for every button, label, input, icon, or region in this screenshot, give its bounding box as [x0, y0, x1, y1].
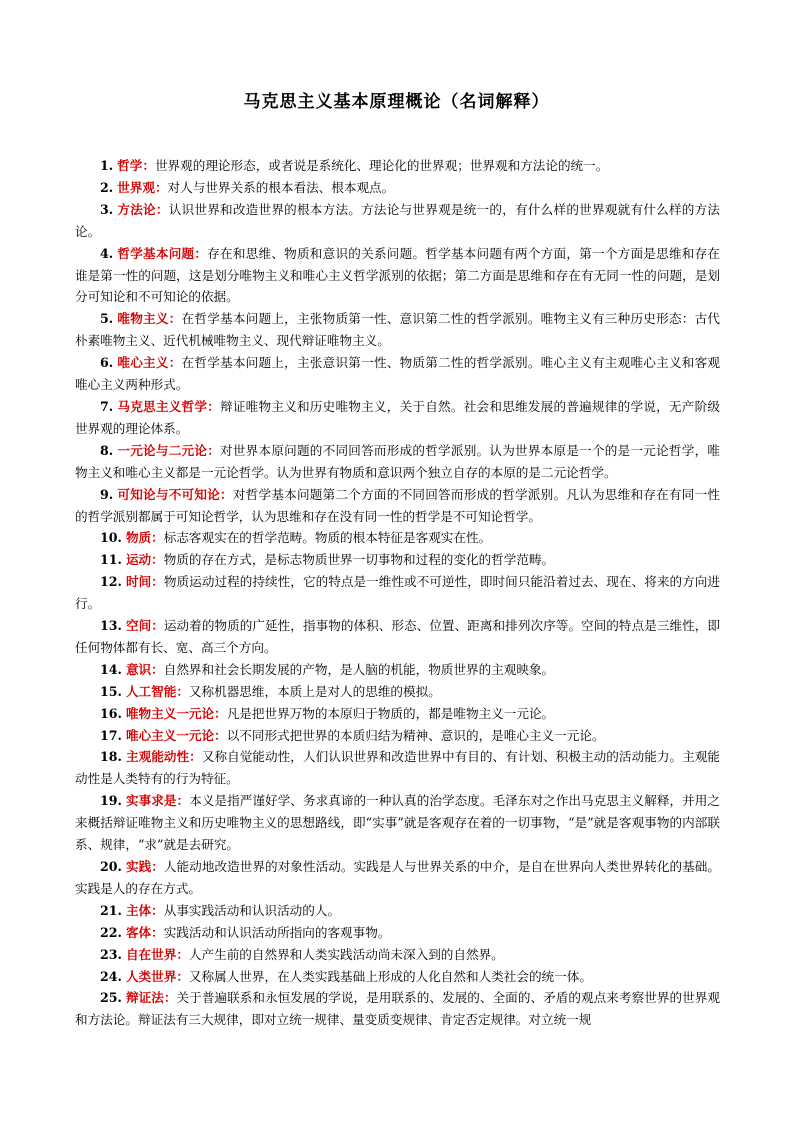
definition-entry [75, 790, 720, 856]
entry-definition: 自然界和社会长期发展的产物，是人脑的机能，物质世界的主观映象。 [163, 661, 555, 677]
entry-number: 21. [100, 902, 122, 918]
entry-number: 23. [100, 946, 122, 962]
entry-definition: 对人与世界关系的根本看法、根本观点。 [167, 179, 395, 195]
entry-number: 9. [100, 486, 114, 502]
definition-entry [75, 659, 720, 681]
entry-term: 主观能动性： [125, 749, 202, 765]
entry-term: 辩证法： [125, 990, 177, 1006]
entry-definition: 以不同形式把世界的本质归结为精神、意识的，是唯心主义一元论。 [226, 727, 605, 743]
entry-definition: 存在和思维、物质和意识的关系问题。哲学基本问题有两个方面，第一个方面是思维和存在谁是第一性的问题，这是划分唯物主义和唯心主义哲学派别的依据；第二方面是思维和存在有无同一性的问题，是划分可知论和不可知论的依据。 [75, 245, 721, 305]
definition-entry [75, 856, 720, 900]
definition-entry [75, 571, 720, 615]
entry-definition: 对世界本原问题的不同回答而形成的哲学派别。认为世界本原是一个的是一元论哲学，唯物主义和唯心主义都是一元论哲学。认为世界有物质和意识两个独立自存的本原的是二元论哲学。 [75, 442, 721, 480]
definition-entry [75, 966, 720, 988]
entry-definition: 又称自觉能动性，人们认识世界和改造世界中有目的、有计划、积极主动的活动能力。主观能动性是人类特有的行为特征。 [75, 749, 721, 787]
definition-entry [75, 396, 720, 440]
entry-definition: 又称机器思维，本质上是对人的思维的模拟。 [188, 683, 441, 699]
entry-definition: 认识世界和改造世界的根本方法。方法论与世界观是统一的，有什么样的世界观就有什么样的方法论。 [75, 201, 721, 239]
definition-entry [75, 352, 720, 396]
entry-term: 唯心主义一元论： [125, 727, 227, 743]
entry-definition: 对哲学基本问题第二个方面的不同回答而形成的哲学派别。凡认为思维和存在有同一性的哲学派别都属于可知论哲学，认为思维和存在没有同一性的哲学是不可知论哲学。 [75, 486, 721, 524]
entry-number: 6. [100, 355, 114, 371]
entry-term: 自在世界： [125, 946, 189, 962]
entry-term: 意识： [125, 661, 164, 677]
entry-definition: 凡是把世界万物的本原归于物质的，都是唯物主义一元论。 [226, 705, 555, 721]
entry-number: 17. [100, 727, 122, 743]
entry-term: 实践： [125, 859, 164, 874]
entry-definition: 辩证唯物主义和历史唯物主义，关于自然。社会和思维发展的普遍规律的学说，无产阶级世界观的理论体系。 [75, 398, 721, 436]
entry-term: 哲学： [117, 158, 155, 173]
definition-entry [75, 681, 720, 703]
entry-definition: 又称属人世界，在人类实践基础上形成的人化自然和人类社会的统一体。 [188, 968, 592, 984]
entry-definition: 世界观的理论形态，或者说是系统化、理论化的世界观；世界观和方法论的统一。 [154, 158, 609, 173]
entry-number: 2. [100, 179, 114, 195]
entry-definition: 在哲学基本问题上，主张意识第一性、物质第二性的哲学派别。唯心主义有主观唯心主义和客观唯心主义两种形式。 [75, 355, 721, 393]
entry-number: 7. [100, 398, 114, 414]
entry-number: 19. [100, 793, 122, 809]
entry-term: 空间： [125, 618, 164, 634]
entry-term: 唯物主义一元论： [125, 705, 227, 721]
entry-definition: 人产生前的自然界和人类实践活动尚未深入到的自然界。 [188, 946, 504, 962]
entry-term: 哲学基本问题： [117, 245, 208, 261]
entry-term: 运动： [125, 552, 164, 568]
entry-term: 一元论与二元论： [117, 442, 221, 458]
entry-number: 12. [100, 574, 122, 590]
definition-entry [75, 725, 720, 747]
entry-definition: 实践活动和认识活动所指向的客观事物。 [163, 924, 391, 940]
entry-number: 4. [100, 245, 114, 261]
entry-term: 马克思主义哲学： [117, 398, 221, 414]
entry-number: 10. [100, 530, 122, 546]
entry-number: 15. [100, 683, 122, 699]
entry-term: 唯心主义： [117, 355, 182, 371]
definition-entry [75, 177, 720, 199]
definition-entry [75, 243, 720, 309]
entry-number: 20. [100, 859, 122, 874]
entry-number: 25. [100, 990, 122, 1006]
entry-number: 11. [100, 552, 122, 568]
entry-number: 22. [100, 924, 122, 940]
entry-number: 14. [100, 661, 122, 677]
entry-definition: 标志客观实在的哲学范畴。物质的根本特征是客观实在性。 [163, 530, 492, 546]
definition-entry [75, 987, 720, 1031]
entry-number: 5. [100, 311, 114, 327]
entry-number: 16. [100, 705, 122, 721]
entry-definition: 运动着的物质的广延性，指事物的体积、形态、位置、距离和排列次序等。空间的特点是三维性，即任何物体都有长、宽、高三个方向。 [75, 618, 721, 655]
entry-definition: 人能动地改造世界的对象性活动。实践是人与世界关系的中介，是自在世界向人类世界转化的基础。实践是人的存在方式。 [75, 859, 721, 896]
definition-entry [75, 900, 720, 922]
entry-number: 3. [100, 201, 114, 217]
definition-entry [75, 703, 720, 725]
entry-definition: 本义是指严谨好学、务求真谛的一种认真的治学态度。毛泽东对之作出马克思主义解释，并用之来概括辩证唯物主义和历史唯物主义的思想路线，即“实事”就是客观存在着的一切事物，“是”就是客观事物的内部联系、规律，“求”就是去研究。 [75, 793, 721, 853]
entry-term: 方法论： [117, 201, 169, 217]
entry-term: 唯物主义： [117, 311, 182, 327]
entry-number: 8. [100, 442, 114, 458]
definition-entry [75, 440, 720, 484]
entry-term: 主体： [125, 902, 164, 918]
entry-number: 13. [100, 618, 122, 634]
entry-term: 人工智能： [125, 683, 189, 699]
entry-definition: 从事实践活动和认识活动的人。 [163, 902, 341, 918]
definition-entry [75, 155, 720, 177]
entry-definition: 物质的存在方式，是标志物质世界一切事物和过程的变化的哲学范畴。 [163, 552, 555, 568]
definition-entry [75, 308, 720, 352]
entry-number: 24. [100, 968, 122, 984]
entry-term: 世界观： [117, 179, 168, 195]
definition-entry [75, 199, 720, 243]
entry-term: 实事求是： [125, 793, 190, 809]
entry-number: 18. [100, 749, 122, 765]
entry-definition: 在哲学基本问题上，主张物质第一性、意识第二性的哲学派别。唯物主义有三种历史形态：古代朴素唯物主义、近代机械唯物主义、现代辩证唯物主义。 [75, 311, 721, 349]
entry-term: 物质： [125, 530, 164, 546]
entry-term: 人类世界： [125, 968, 189, 984]
entry-number: 1. [100, 158, 114, 173]
page-title: 马克思主义基本原理概论（名词解释） [243, 92, 550, 112]
definition-entry [75, 615, 720, 659]
definition-entry [75, 484, 720, 528]
definition-entry [75, 746, 720, 790]
definition-entry [75, 527, 720, 549]
entry-term: 时间： [125, 574, 164, 590]
entry-definition: 物质运动过程的持续性，它的特点是一维性或不可逆性，即时间只能沿着过去、现在、将来的方向进行。 [75, 574, 721, 612]
definition-list [75, 155, 720, 1031]
entry-definition: 关于普遍联系和永恒发展的学说，是用联系的、发展的、全面的、矛盾的观点来考察世界的世界观和方法论。辩证法有三大规律，即对立统一规律、量变质变规律、肯定否定规律。对立统一规 [75, 990, 721, 1028]
definition-entry [75, 549, 720, 571]
entry-term: 可知论与不可知论： [117, 486, 233, 502]
definition-entry [75, 944, 720, 966]
definition-entry [75, 922, 720, 944]
entry-term: 客体： [125, 924, 164, 940]
